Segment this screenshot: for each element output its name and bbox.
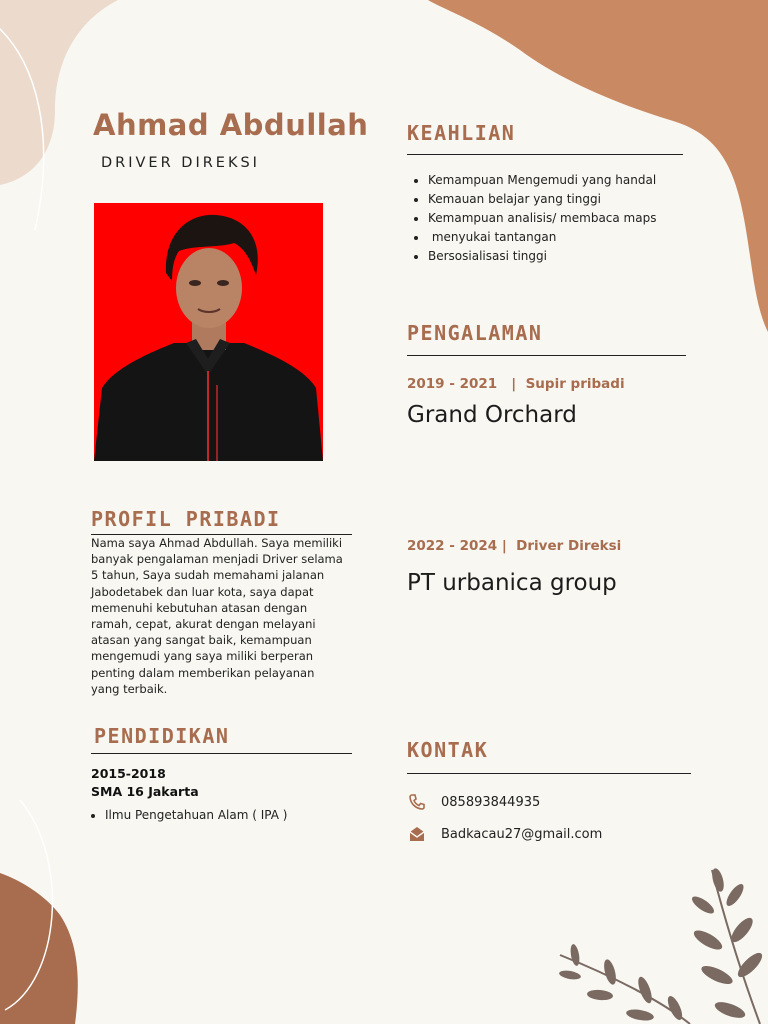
- education-list: [91, 806, 365, 825]
- candidate-role: DRIVER DIREKSI: [101, 155, 260, 171]
- contact-heading: KONTAK: [407, 738, 489, 762]
- skills-divider: [407, 154, 683, 155]
- skill-item: • Bersosialisasi tinggi: [428, 247, 668, 266]
- skills-heading: KEAHLIAN: [407, 121, 516, 145]
- email-icon: [409, 826, 425, 842]
- profile-photo: [94, 203, 323, 461]
- education-heading: PENDIDIKAN: [94, 724, 230, 748]
- skill-item: • Kemauan belajar yang tinggi: [428, 190, 668, 209]
- skill-item: • Kemampuan Mengemudi yang handal: [428, 171, 668, 190]
- experience-divider: [407, 355, 686, 356]
- skill-item: • menyukai tantangan: [428, 228, 668, 247]
- phone-icon: [409, 794, 425, 810]
- contact-phone-row: [409, 794, 540, 810]
- candidate-name: Ahmad Abdullah: [93, 108, 369, 142]
- experience-date: 2022 - 2024 | Driver Direksi: [407, 538, 622, 554]
- experience-heading: PENGALAMAN: [407, 321, 543, 345]
- education-divider: [91, 753, 352, 754]
- contact-email-row: [409, 826, 602, 842]
- experience-date: 2019 - 2021 | Supir pribadi: [407, 376, 625, 392]
- contact-divider: [407, 773, 691, 774]
- profile-text: Nama saya Ahmad Abdullah. Saya memiliki banyak pengalaman menjadi Driver selama 5 tahun, Saya sudah memahami jalanan Jabodetabek dan luar kota, saya dapat memenuhi kebutuhan atasan dengan ramah, cepat, akurat dengan melayani atasan yang sangat baik, kemampuan mengemudi yang saya miliki berperan penting dalam memberikan pelayanan yang terbaik.: [91, 536, 343, 696]
- education-item: • Ilmu Pengetahuan Alam ( IPA ): [105, 806, 365, 825]
- person-portrait: [94, 203, 323, 461]
- email-address[interactable]: Badkacau27@gmail.com: [441, 826, 603, 842]
- skill-item: • Kemampuan analisis/ membaca maps: [428, 209, 668, 228]
- phone-number[interactable]: 085893844935: [441, 794, 541, 810]
- top-right-orange-blob: [428, 0, 768, 332]
- experience-company: PT urbanica group: [407, 570, 617, 596]
- bottom-left-brown-blob: [0, 873, 78, 1024]
- education-years: 2015-2018: [91, 766, 166, 781]
- leaf-branch-icon: [558, 867, 765, 1024]
- profile-heading: PROFIL PRIBADI: [91, 507, 281, 531]
- skills-list: [407, 171, 668, 266]
- education-school: SMA 16 Jakarta: [91, 784, 199, 799]
- experience-company: Grand Orchard: [407, 402, 577, 428]
